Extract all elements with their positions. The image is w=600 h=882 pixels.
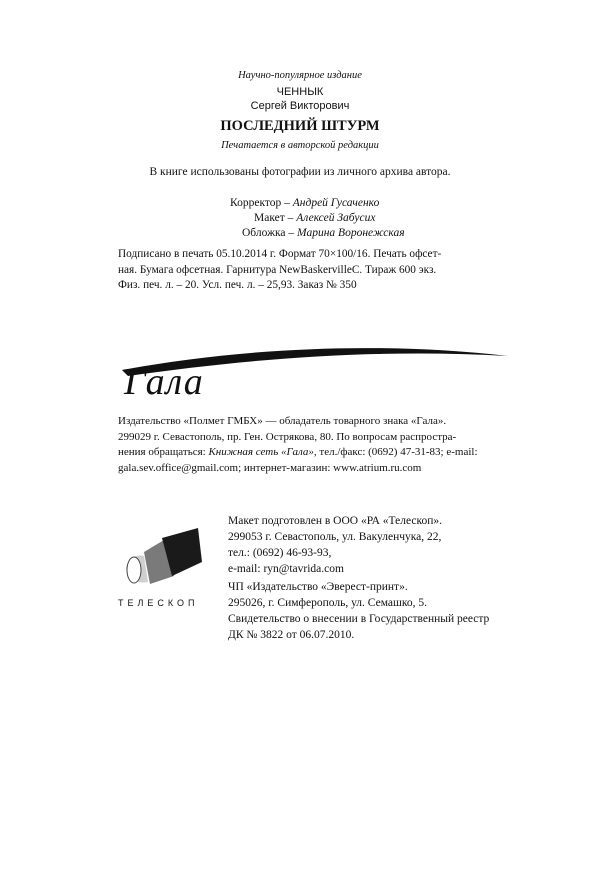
credit-role: Обложка –: [242, 227, 298, 239]
layout-info-line: 299053 г. Севастополь, ул. Вакуленчука, 22,: [228, 531, 442, 543]
print-info-line: ная. Бумага офсетная. Гарнитура NewBaskervilleC. Тираж 600 экз.: [118, 263, 437, 276]
print-info-line: Физ. печ. л. – 20. Усл. печ. л. – 25,93. Заказ № 350: [118, 279, 357, 291]
publisher-line: нения обращаться: Книжная сеть «Гала», тел./факс: (0692) 47-31-83; e-mail:: [118, 446, 478, 458]
credit-corrector: [230, 197, 379, 209]
edition-type: Научно-популярное издание: [238, 70, 362, 81]
publisher-line: gala.sev.office@gmail.com; интернет-магазин: www.atrium.ru.com: [118, 461, 422, 474]
print-note: Печатается в авторской редакции: [221, 140, 379, 151]
printer-info-line: ЧП «Издательство «Эверест-принт».: [228, 581, 408, 593]
print-info: [118, 247, 441, 294]
credit-person: Марина Воронежская: [297, 227, 405, 239]
printer-info-line: ДК № 3822 от 06.07.2010.: [228, 629, 355, 641]
photo-note: В книге использованы фотографии из личного архива автора.: [149, 166, 451, 178]
publisher-line: Издательство «Полмет ГМБХ» — обладатель товарного знака «Гала».: [118, 415, 447, 427]
gala-logo: [110, 330, 510, 410]
printer-info-line: Свидетельство о внесении в Государственный реестр: [228, 613, 490, 625]
layout-info-line: Макет подготовлен в ООО «РА «Телескоп».: [228, 515, 443, 527]
layout-info-line: e-mail: ryn@tavrida.com: [228, 563, 344, 575]
credit-person: Алексей Забусих: [296, 212, 376, 224]
layout-info: [228, 513, 442, 577]
print-info-line: Подписано в печать 05.10.2014 г. Формат 70×100/16. Печать офсет-: [118, 248, 442, 260]
printer-info: [228, 579, 489, 643]
publisher-line: 299029 г. Севастополь, пр. Ген. Острякова, 80. По вопросам распростра-: [118, 430, 457, 443]
book-title: ПОСЛЕДНИЙ ШТУРМ: [220, 118, 380, 134]
bookstore-network: Книжная сеть «Гала»: [208, 446, 314, 458]
logo-lens: [127, 557, 141, 583]
telescope-logo: [118, 518, 204, 594]
credit-role: Корректор –: [230, 197, 293, 209]
author-name: Сергей Викторович: [250, 100, 350, 112]
publisher-info: [118, 414, 478, 476]
credit-role: Макет –: [254, 212, 297, 224]
credit-layout: [254, 212, 375, 224]
telescope-label: ТЕЛЕСКОП: [118, 598, 199, 608]
credit-person: Андрей Гусаченко: [292, 197, 380, 209]
logo-wordmark: Гала: [124, 361, 204, 403]
author-surname: ЧЕННЫК: [276, 86, 324, 98]
printer-info-line: 295026, г. Симферополь, ул. Семашко, 5.: [228, 597, 427, 609]
credit-cover: [242, 227, 405, 239]
layout-info-line: тел.: (0692) 46-93-93,: [228, 547, 332, 559]
